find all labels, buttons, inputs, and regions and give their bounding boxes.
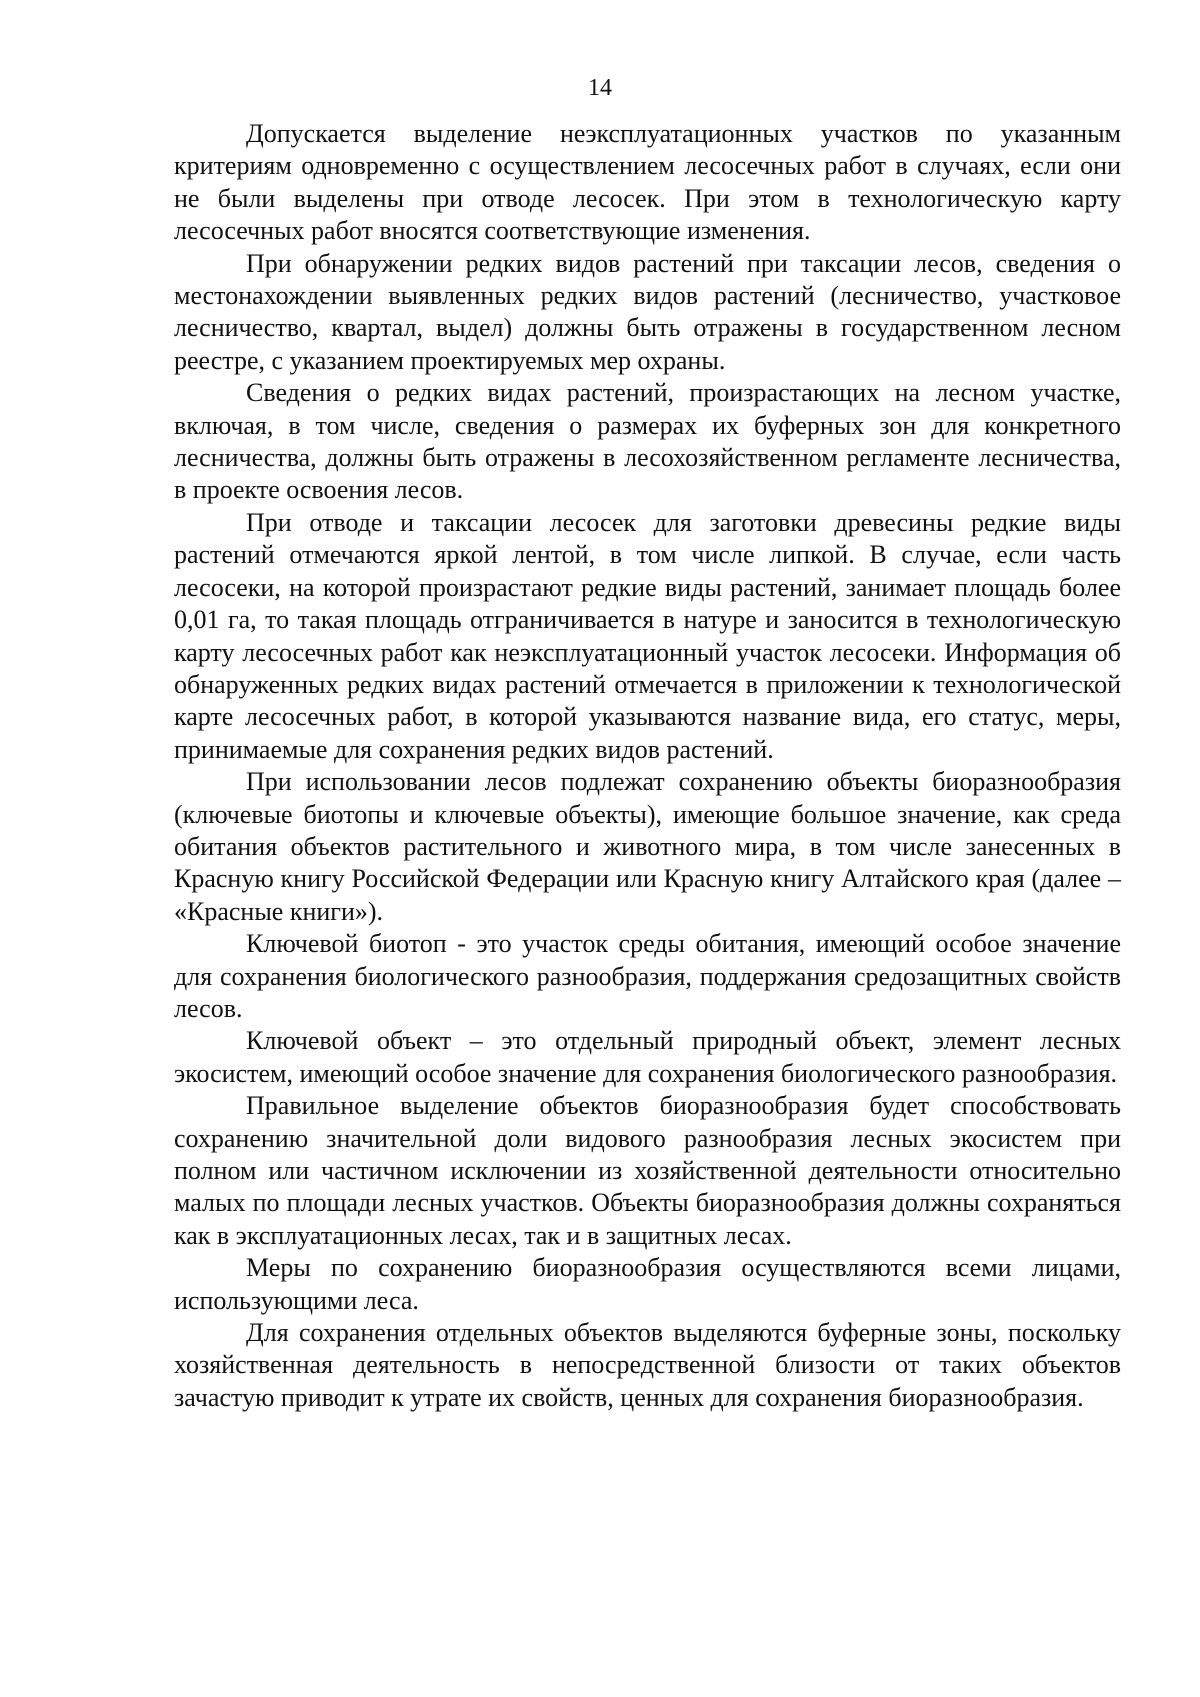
paragraph-4: При отводе и таксации лесосек для заготовки древесины редкие виды растений отмечаются яркой лентой, в том числе липкой. В случае, если часть лесосеки, на которой произрастают редкие виды растений, занимает площадь более 0,01 га, то такая площадь отграничивается в натуре и заносится в технологическую карту лесосечных работ как неэксплуатационный участок лесосеки. Информация об обнаруженных редких видах растений отмечается в приложении к технологической карте лесосечных работ, в которой указываются название вида, его статус, меры, принимаемые для сохранения редких видов растений. [174,507,1121,764]
paragraph-5: При использовании лесов подлежат сохранению объекты биоразнообразия (ключевые биотопы и ключевые объекты), имеющие большое значение, как среда обитания объектов растительного и животного мира, в том числе занесенных в Красную книгу Российской Федерации или Красную книгу Алтайского края (далее – «Красные книги»). [174,767,1121,926]
paragraph-7: Ключевой объект – это отдельный природный объект, элемент лесных экосистем, имеющий особое значение для сохранения биологического разнообразия. [174,1026,1121,1088]
paragraph-10: Для сохранения отдельных объектов выделяются буферные зоны, поскольку хозяйственная деятельность в непосредственной близости от таких объектов зачастую приводит к утрате их свойств, ценных для сохранения биоразнообразия. [174,1318,1121,1412]
paragraph-8: Правильное выделение объектов биоразнообразия будет способствовать сохранению значительной доли видового разнообразия лесных экосистем при полном или частичном исключении из хозяйственной деятельности относительно малых по площади лесных участков. Объекты биоразнообразия должны сохраняться как в эксплуатационных лесах, так и в защитных лесах. [174,1091,1121,1250]
page-number: 14 [588,75,612,101]
paragraph-9: Меры по сохранению биоразнообразия осуществляются всеми лицами, использующими леса. [174,1253,1121,1315]
body-text [174,118,1121,1414]
paragraph-3: Сведения о редких видах растений, произрастающих на лесном участке, включая, в том числе, сведения о размерах их буферных зон для конкретного лесничества, должны быть отражены в лесохозяйственном регламенте лесничества, в проекте освоения лесов. [174,378,1121,505]
paragraph-2: При обнаружении редких видов растений при таксации лесов, сведения о местонахождении выявленных редких видов растений (лесничество, участковое лесничество, квартал, выдел) должны быть отражены в государственном лесном реестре, с указанием проектируемых мер охраны. [174,248,1121,375]
paragraph-6: Ключевой биотоп - это участок среды обитания, имеющий особое значение для сохранения биологического разнообразия, поддержания средозащитных свойств лесов. [174,929,1121,1023]
paragraph-1: Допускается выделение неэксплуатационных участков по указанным критериям одновременно с осуществлением лесосечных работ в случаях, если они не были выделены при отводе лесосек. При этом в технологическую карту лесосечных работ вносятся соответствующие изменения. [174,119,1121,246]
